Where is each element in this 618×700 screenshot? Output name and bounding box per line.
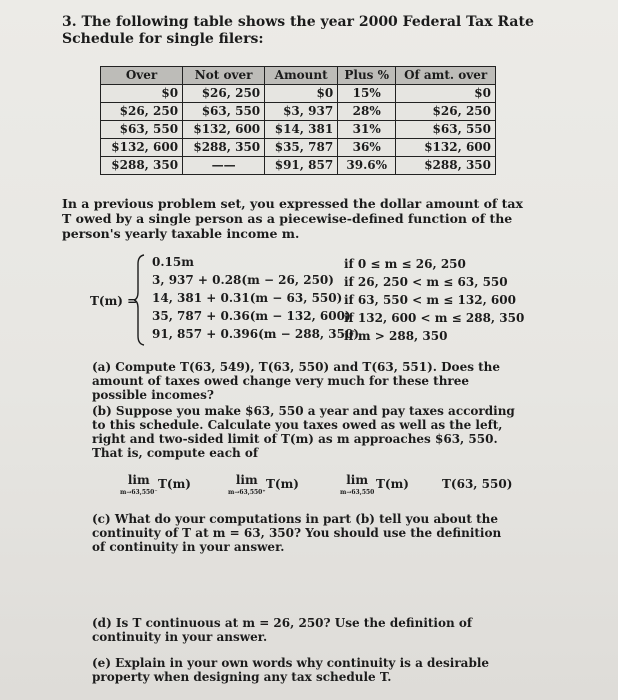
table-cell: $288, 350 xyxy=(183,139,265,157)
table-row xyxy=(101,121,496,139)
table-cell: $132, 600 xyxy=(396,139,496,157)
lim-subscript: m→63,550⁺ xyxy=(228,489,266,496)
case-expression: 14, 381 + 0.31(m − 63, 550) xyxy=(152,291,343,305)
lim-label: lim xyxy=(235,473,258,487)
table-cell: $35, 787 xyxy=(265,139,338,157)
case-expression: 91, 857 + 0.396(m − 288, 350) xyxy=(152,327,360,341)
table-cell: $0 xyxy=(265,85,338,103)
lim-subscript: m→63,550 xyxy=(340,489,375,496)
question-title: 3. The following table shows the year 2000 Federal Tax Rate Schedule for single filers: xyxy=(62,14,534,47)
table-cell: $63, 550 xyxy=(101,121,183,139)
column-header: Over xyxy=(101,67,183,85)
table-cell: $132, 600 xyxy=(183,121,265,139)
lim-subscript: m→63,550⁻ xyxy=(120,489,158,496)
part-a: (a) Compute T(63, 549), T(63, 550) and T(63, 551). Does the amount of taxes owed change very much for these three possible incomes? xyxy=(92,360,501,402)
table-cell: $26, 250 xyxy=(101,103,183,121)
left-brace-icon xyxy=(134,254,146,346)
case-condition: if 132, 600 < m ≤ 288, 350 xyxy=(344,311,525,325)
table-cell: $14, 381 xyxy=(265,121,338,139)
column-header: Not over xyxy=(183,67,265,85)
case-condition: if 0 ≤ m ≤ 26, 250 xyxy=(344,257,466,271)
table-cell: $288, 350 xyxy=(101,157,183,175)
intro-paragraph: In a previous problem set, you expressed the dollar amount of tax T owed by a single person as a piecewise-defined function of the person's yearly taxable income m. xyxy=(62,196,523,241)
table-cell: 36% xyxy=(338,139,396,157)
column-header: Plus % xyxy=(338,67,396,85)
function-value: T(63, 550) xyxy=(442,477,513,491)
table-cell: 28% xyxy=(338,103,396,121)
table-cell: —— xyxy=(183,157,265,175)
table-cell: $0 xyxy=(101,85,183,103)
table-cell: $63, 550 xyxy=(396,121,496,139)
table-header-row xyxy=(101,67,496,85)
left-limit xyxy=(120,473,158,497)
case-condition: if 26, 250 < m ≤ 63, 550 xyxy=(344,275,508,289)
case-condition: if m > 288, 350 xyxy=(344,329,448,343)
lim-function: T(m) xyxy=(266,477,299,491)
table-row xyxy=(101,85,496,103)
right-limit xyxy=(228,473,266,497)
part-b: (b) Suppose you make $63, 550 a year and pay taxes according to this schedule. Calculate you taxes owed as well as the left, right and two-sided limit of T(m) as m approaches $63, 550. That is, compute each of xyxy=(92,404,515,460)
lim-label: lim xyxy=(127,473,150,487)
table-cell: $132, 600 xyxy=(101,139,183,157)
table-cell: $63, 550 xyxy=(183,103,265,121)
part-c: (c) What do your computations in part (b) tell you about the continuity of T at m = 63, 350? You should use the definition of continuity in your answer. xyxy=(92,512,502,554)
case-expression: 0.15m xyxy=(152,255,194,269)
table-row xyxy=(101,103,496,121)
table-cell: $3, 937 xyxy=(265,103,338,121)
part-e: (e) Explain in your own words why continuity is a desirable property when designing any tax schedule T. xyxy=(92,656,490,684)
lim-function: T(m) xyxy=(376,477,409,491)
table-row xyxy=(101,139,496,157)
table-cell: $288, 350 xyxy=(396,157,496,175)
table-cell: $91, 857 xyxy=(265,157,338,175)
lim-function: T(m) xyxy=(158,477,191,491)
lim-label: lim xyxy=(346,473,369,487)
case-condition: if 63, 550 < m ≤ 132, 600 xyxy=(344,293,516,307)
table-cell: 39.6% xyxy=(338,157,396,175)
part-d: (d) Is T continuous at m = 26, 250? Use the definition of continuity in your answer. xyxy=(92,616,473,644)
table-row xyxy=(101,157,496,175)
table-cell: $0 xyxy=(396,85,496,103)
column-header: Amount xyxy=(265,67,338,85)
two-sided-limit xyxy=(340,473,374,497)
table-cell: $26, 250 xyxy=(183,85,265,103)
limits-row xyxy=(110,473,530,503)
tax-rate-table xyxy=(100,66,496,175)
table-cell: $26, 250 xyxy=(396,103,496,121)
column-header: Of amt. over xyxy=(396,67,496,85)
table-cell: 15% xyxy=(338,85,396,103)
table-cell: 31% xyxy=(338,121,396,139)
function-lhs: T(m) = xyxy=(90,294,138,308)
case-expression: 3, 937 + 0.28(m − 26, 250) xyxy=(152,273,334,287)
case-expression: 35, 787 + 0.36(m − 132, 600) xyxy=(152,309,351,323)
